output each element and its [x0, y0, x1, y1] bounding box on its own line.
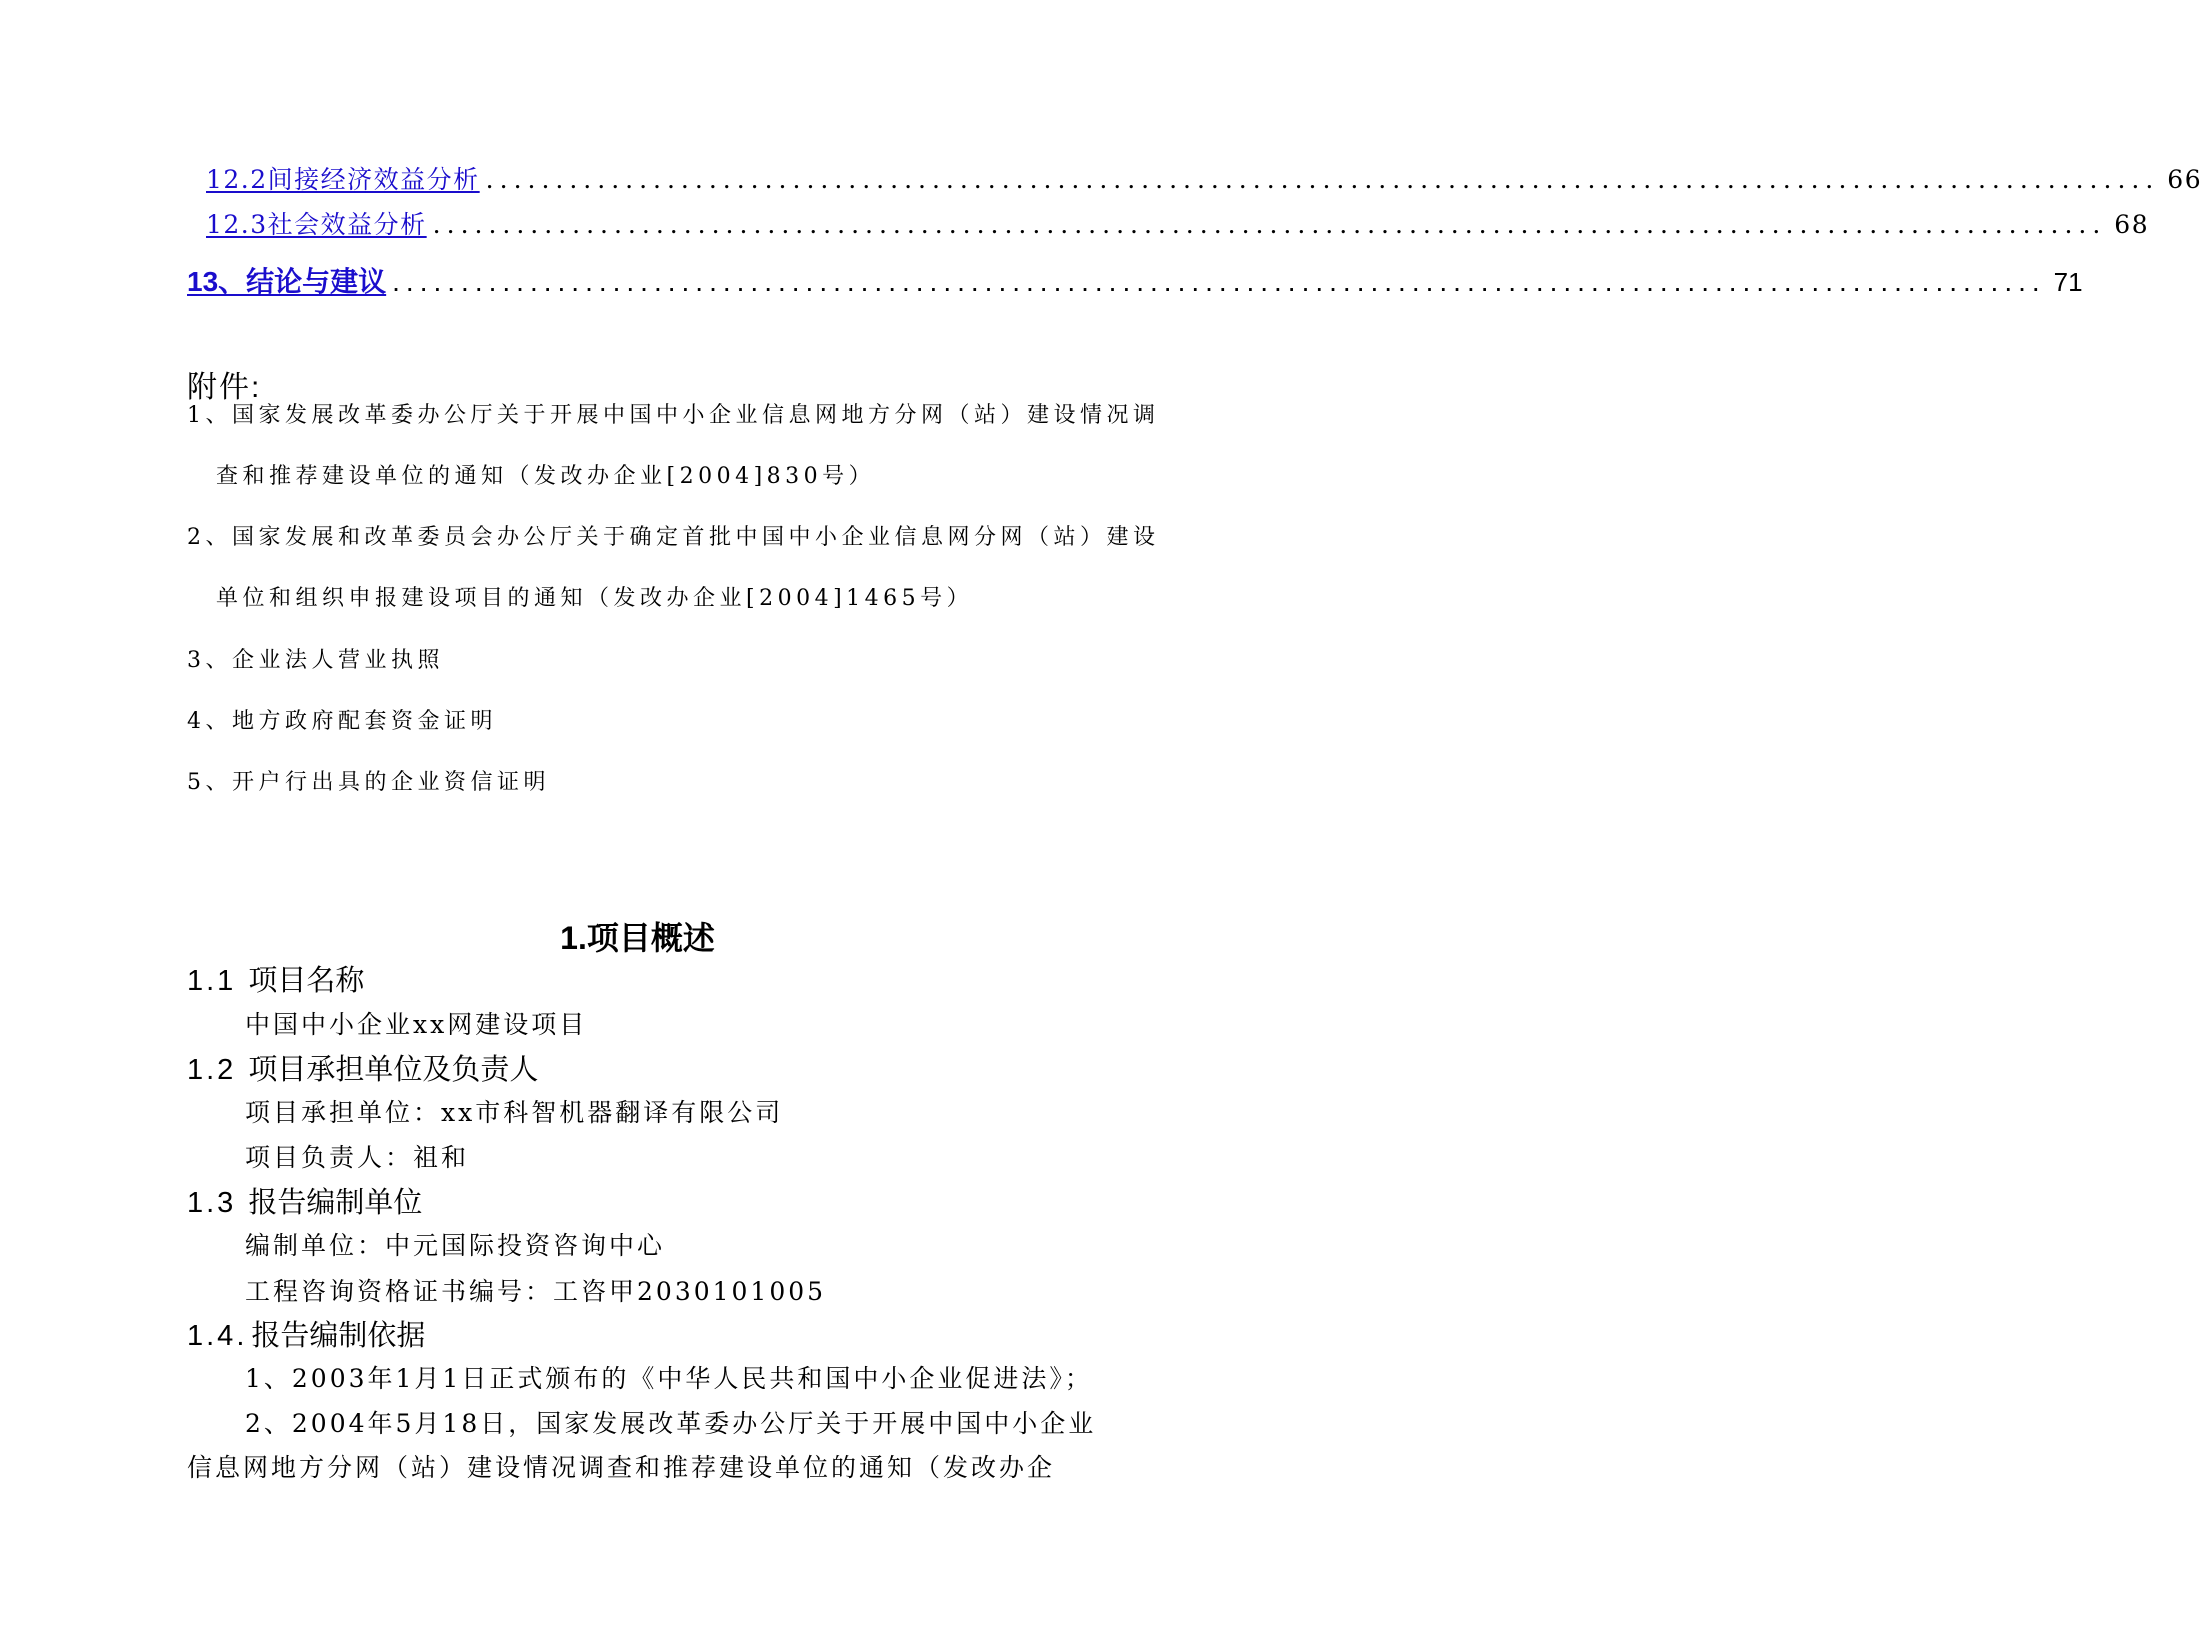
toc-leader-dots: ........................................................................................................................: [392, 266, 2046, 297]
attachments-heading: 附件:: [187, 371, 262, 404]
toc-entry: [187, 260, 2083, 300]
toc-leader-dots: ........................................................................................................................: [485, 165, 2160, 194]
toc-link-13[interactable]: 13、结论与建议: [187, 266, 387, 297]
subsection-1-3-heading: [187, 1180, 422, 1221]
subsection-title: 项目名称: [248, 965, 365, 997]
subsection-1-1-heading: [187, 958, 364, 999]
attachment-item-5: 5、开户行出具的企业资信证明: [187, 770, 550, 795]
certificate-number-text: 工程咨询资格证书编号：工咨甲2030101005: [245, 1277, 827, 1306]
subsection-number: 1.1: [187, 965, 237, 997]
section-title: 1.项目概述: [560, 920, 715, 956]
toc-entry: [206, 160, 2202, 196]
subsection-1-2-heading: [187, 1047, 538, 1088]
subsection-1-4-heading: [187, 1313, 425, 1354]
toc-entry: [206, 205, 2150, 241]
subsection-title: 报告编制单位: [248, 1187, 423, 1219]
project-name-text: 中国中小企业xx网建设项目: [245, 1010, 588, 1039]
attachment-item-1-line2: 查和推荐建设单位的通知（发改办企业[2004]830号）: [216, 464, 876, 489]
toc-page-number: 68: [2114, 210, 2150, 239]
toc-link-12-3[interactable]: 12.3社会效益分析: [206, 210, 427, 239]
toc-page-number: 71: [2053, 267, 2083, 297]
subsection-number: 1.4.: [187, 1320, 248, 1352]
toc-page-number: 66: [2167, 165, 2202, 194]
basis-item-2-line1: 2、2004年5月18日，国家发展改革委办公厅关于开展中国中小企业: [245, 1409, 1097, 1438]
basis-item-1: 1、2003年1月1日正式颁布的《中华人民共和国中小企业促进法》；: [245, 1364, 1093, 1393]
compiling-unit-text: 编制单位：中元国际投资咨询中心: [245, 1231, 666, 1260]
attachment-item-2-line1: 2、国家发展和改革委员会办公厅关于确定首批中国中小企业信息网分网（站）建设: [187, 525, 1160, 550]
attachment-item-3: 3、企业法人营业执照: [187, 648, 444, 673]
subsection-title: 项目承担单位及负责人: [248, 1054, 539, 1086]
attachment-item-4: 4、地方政府配套资金证明: [187, 709, 497, 734]
subsection-number: 1.2: [187, 1054, 237, 1086]
attachment-item-2-line2: 单位和组织申报建设项目的通知（发改办企业[2004]1465号）: [216, 586, 974, 611]
basis-item-2-line2: 信息网地方分网（站）建设情况调查和推荐建设单位的通知（发改办企: [187, 1453, 1056, 1482]
subsection-title: 报告编制依据: [251, 1320, 426, 1352]
subsection-number: 1.3: [187, 1187, 237, 1219]
toc-link-12-2[interactable]: 12.2间接经济效益分析: [206, 165, 480, 194]
toc-leader-dots: ........................................................................................................................: [432, 210, 2107, 239]
project-leader-text: 项目负责人：祖和: [245, 1143, 470, 1172]
attachment-item-1-line1: 1、国家发展改革委办公厅关于开展中国中小企业信息网地方分网（站）建设情况调: [187, 403, 1160, 428]
undertaking-unit-text: 项目承担单位：xx市科智机器翻译有限公司: [245, 1098, 784, 1127]
